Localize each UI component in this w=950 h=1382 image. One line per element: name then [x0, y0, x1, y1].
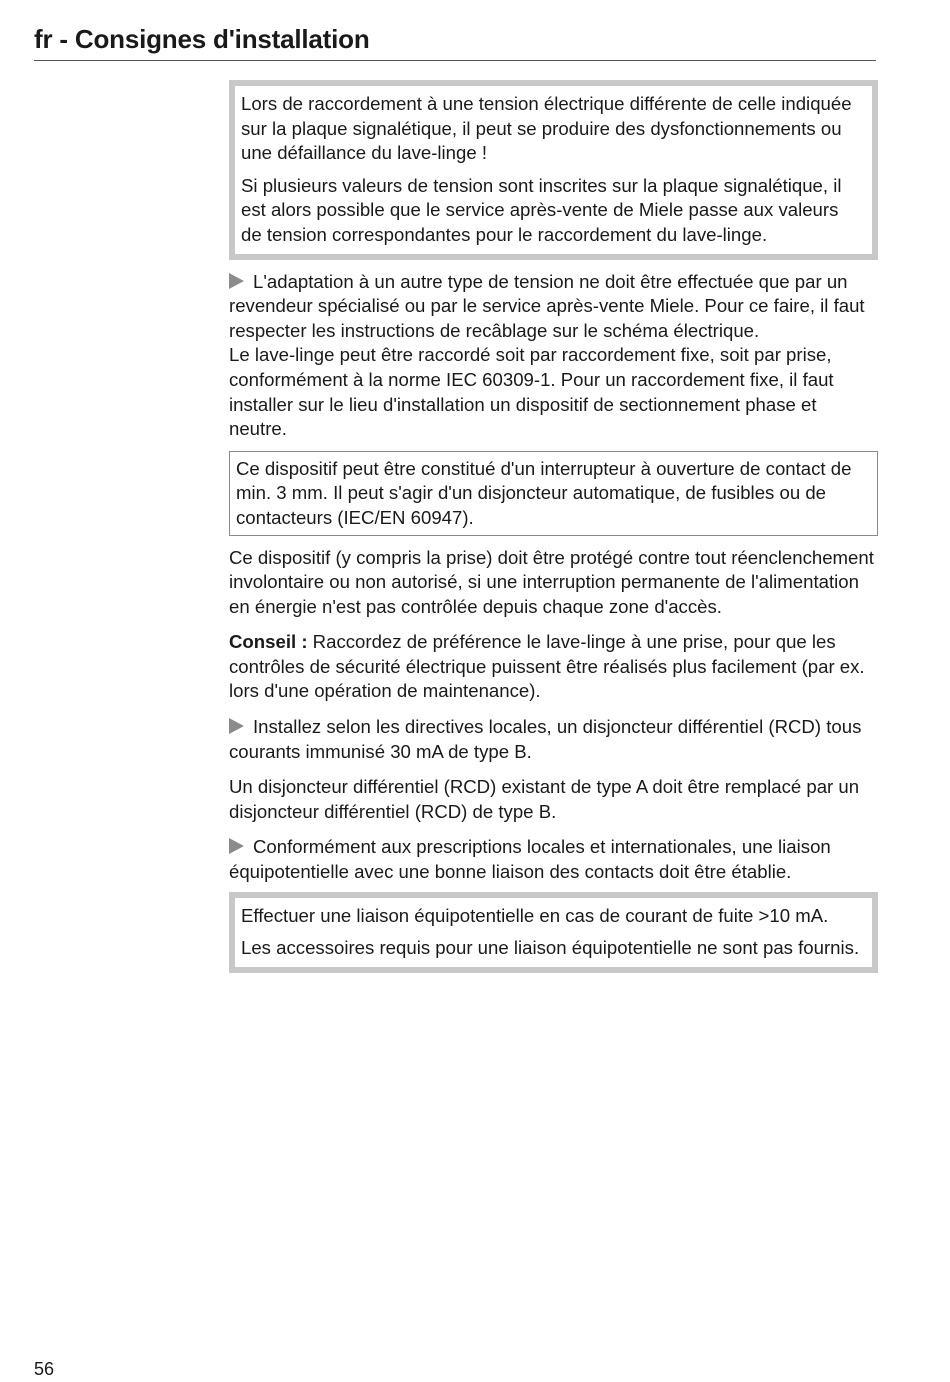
instruction-equipotentielle-text: Conformément aux prescriptions locales et internationales, une liaison équipotentielle avec une bonne liaison des contacts doit être établie. — [229, 836, 831, 883]
instruction-equipotentielle — [229, 835, 879, 884]
warning-voltage-text-1: Lors de raccordement à une tension électrique différente de celle indiquée sur la plaque signalétique, il peut se produire des dysfonctionnements ou une défaillance du lave-linge ! — [241, 93, 852, 164]
warning-equipotentielle-text-1: Effectuer une liaison équipotentielle en cas de courant de fuite >10 mA. — [241, 904, 829, 926]
warning-equipotentielle-text-2: Les accessoires requis pour une liaison équipotentielle ne sont pas fournis. — [241, 937, 860, 959]
warning-box-equipotentielle — [229, 892, 878, 973]
arrow-bullet-icon — [229, 273, 244, 289]
warning-box-voltage — [229, 80, 878, 260]
conseil-text: Raccordez de préférence le lave-linge à une prise, pour que les contrôles de sécurité électrique puissent être réalisés plus facilement (par ex. lors d'une opération de maintenance). — [229, 631, 865, 702]
page-number: 56 — [34, 1359, 55, 1379]
instruction-adaptation — [229, 270, 879, 344]
arrow-bullet-icon — [229, 838, 244, 854]
paragraph-raccordement: Le lave-linge peut être raccordé soit par raccordement fixe, soit par prise, conformément à la norme IEC 60309-1. Pour un raccordement fixe, il faut installer sur le lieu d'installation un dispositif de sectionnement phase et neutre. — [229, 344, 834, 440]
warning-voltage-text-2: Si plusieurs valeurs de tension sont inscrites sur la plaque signalétique, il est alors possible que le service après-vente de Miele passe aux valeurs de tension correspondantes pour le raccordement du lave-linge. — [241, 174, 842, 245]
info-dispositif-text: Ce dispositif peut être constitué d'un interrupteur à ouverture de contact de min. 3 mm. Il peut s'agir d'un disjoncteur automatique, de fusibles ou de contacteurs (IEC/EN 60947). — [236, 457, 852, 528]
instruction-rcd-install — [229, 715, 879, 764]
paragraph-dispositif-protege: Ce dispositif (y compris la prise) doit être protégé contre tout réenclenchement involontaire ou non autorisé, si une interruption permanente de l'alimentation en énergie n'est pas contrôlée depuis chaque zone d'accès. — [229, 546, 874, 617]
info-box-dispositif — [229, 451, 878, 536]
paragraph-rcd-replace: Un disjoncteur différentiel (RCD) existant de type A doit être remplacé par un disjoncteur différentiel (RCD) de type B. — [229, 776, 860, 822]
conseil-label: Conseil : — [229, 631, 308, 653]
page-header — [34, 22, 876, 61]
page-title: fr - Consignes d'installation — [34, 24, 370, 54]
paragraph-conseil — [229, 630, 879, 704]
arrow-bullet-icon — [229, 718, 244, 734]
instruction-rcd-install-text: Installez selon les directives locales, un disjoncteur différentiel (RCD) tous courants immunisé 30 mA de type B. — [229, 716, 862, 762]
instruction-adaptation-text: L'adaptation à un autre type de tension ne doit être effectuée que par un revendeur spécialisé ou par le service après-vente Miele. Pour ce faire, il faut respecter les instructions de recâblage sur le schéma électrique. — [229, 270, 865, 341]
main-content — [229, 80, 879, 973]
